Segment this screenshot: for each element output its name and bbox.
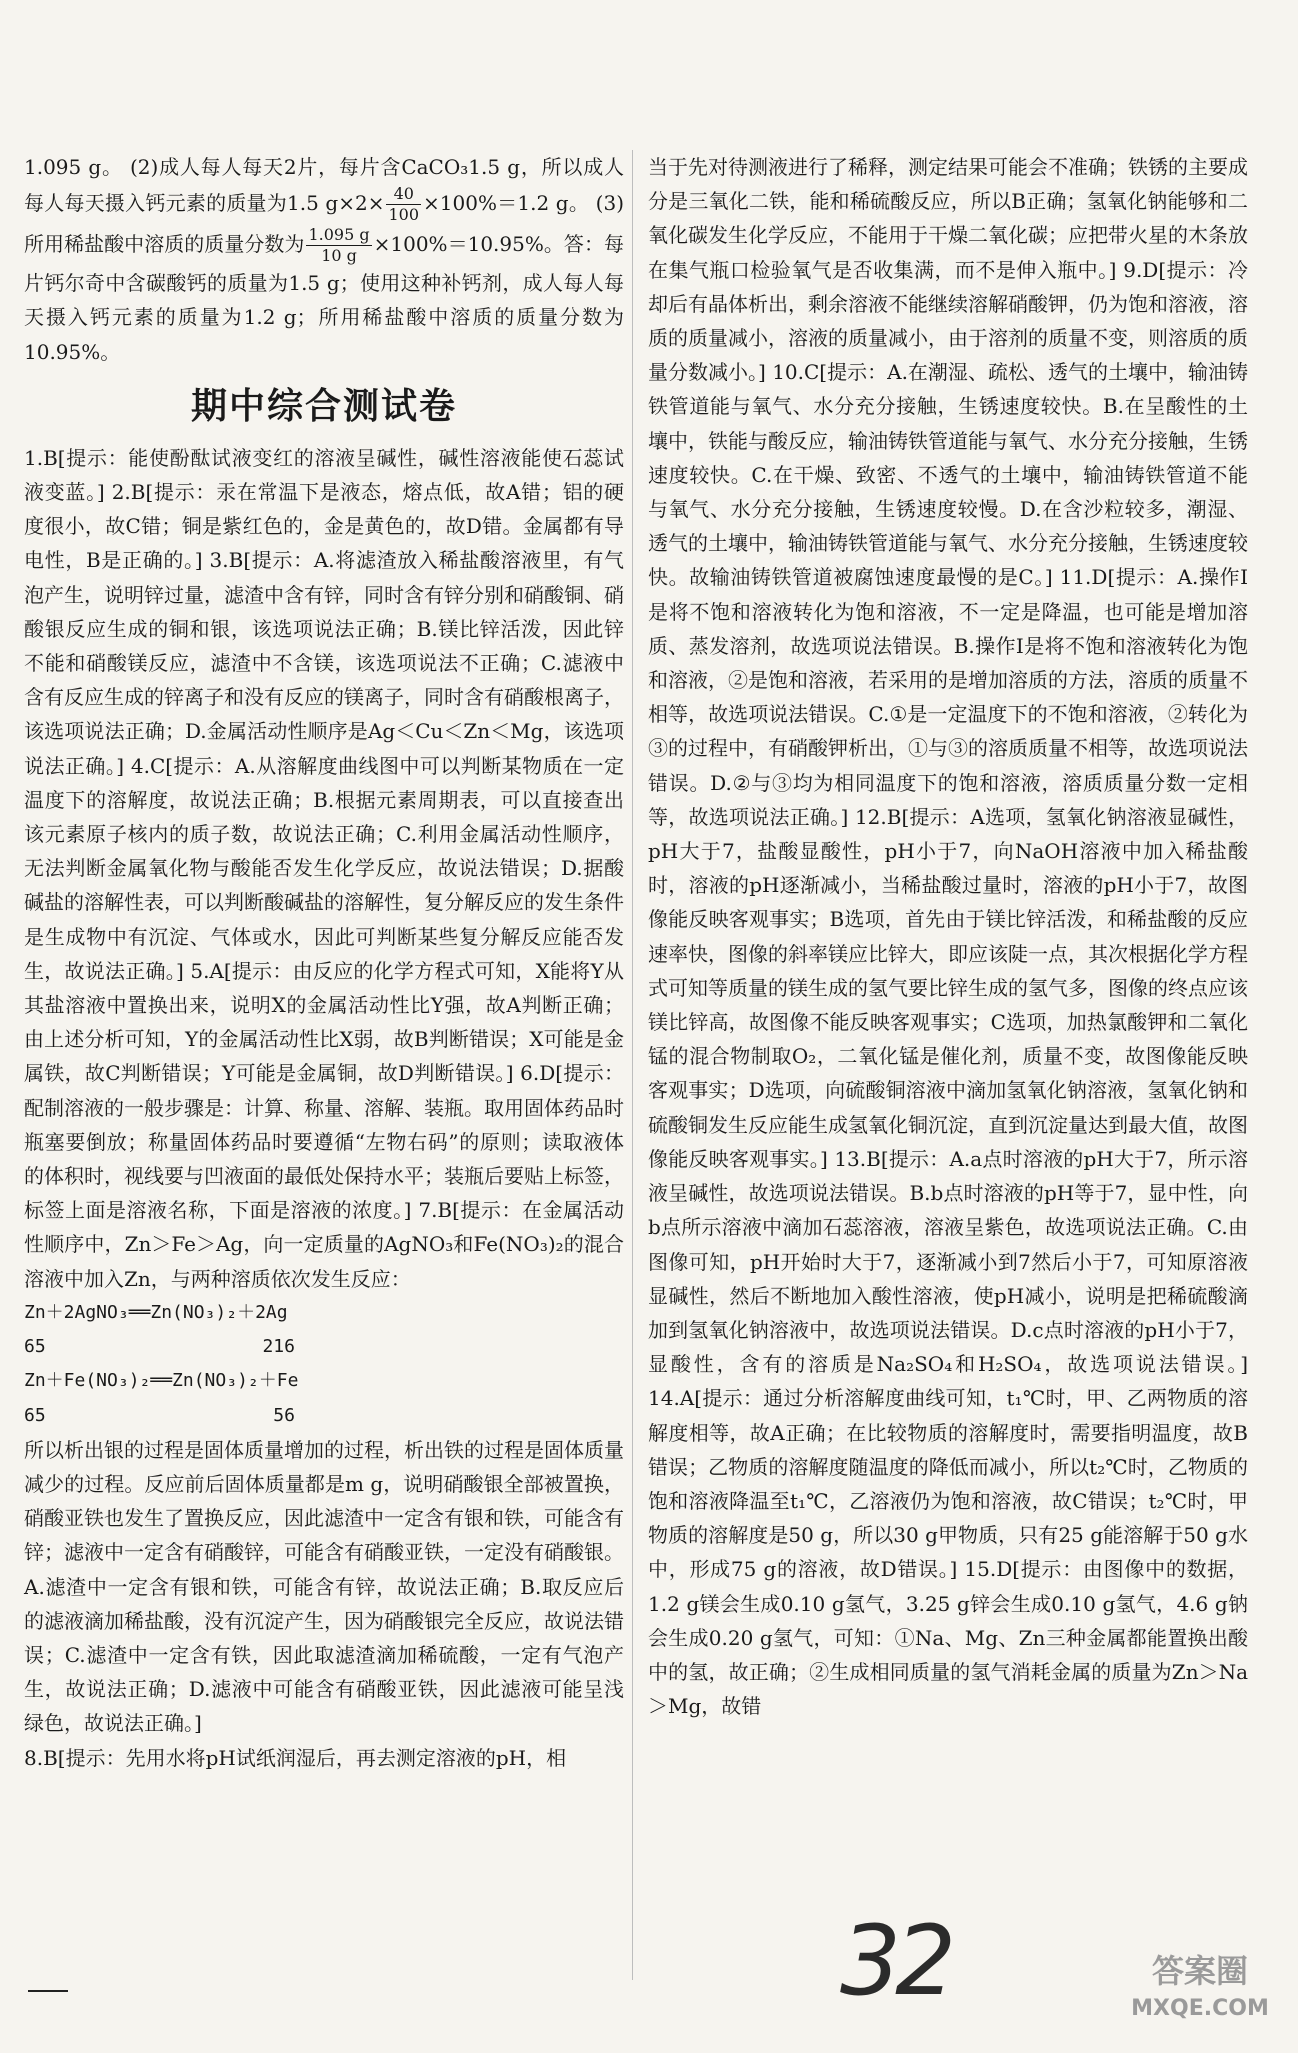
equation-1-masses <box>24 1330 624 1364</box>
answers-paragraph-1: 1.B[提示：能使酚酞试液变红的溶液呈碱性，碱性溶液能使石蕊试液变蓝。] 2.B[提示：汞在常温下是液态，熔点低，故A错；铝的硬度很小，故C错；铜是紫红色的，金是黄色的，故D错。金属都有导电性，B是正确的。] 3.B[提示：A.将滤渣放入稀盐酸溶液里，有气泡产生，说明锌过量，滤渣中含有锌，同时含有锌分别和硝酸铜、硝酸银反应生成的铜和银，该选项说法正确；B.镁比锌活泼，因此锌不能和硝酸镁反应，滤渣中不含镁，该选项说法不正确；C.滤液中含有反应生成的锌离子和没有反应的镁离子，同时含有硝酸根离子，该选项说法正确；D.金属活动性顺序是Ag＜Cu＜Zn＜Mg，该选项说法正确。] 4.C[提示：A.从溶解度曲线图中可以判断某物质在一定温度下的溶解度，故说法正确；B.根据元素周期表，可以直接查出该元素原子核内的质子数，故说法正确；C.利用金属活动性顺序，无法判断金属氧化物与酸能否发生化学反应，故说法错误；D.据酸碱盐的溶解性表，可以判断酸碱盐的溶解性，复分解反应的发生条件是生成物中有沉淀、气体或水，因此可判断某些复分解反应能否发生，故说法正确。] 5.A[提示：由反应的化学方程式可知，X能将Y从其盐溶液中置换出来，说明X的金属活动性比Y强，故A判断正确；由上述分析可知，Y的金属活动性比X弱，故B判断错误；X可能是金属铁，故C判断错误；Y可能是金属铜，故D判断错误。] 6.D[提示：配制溶液的一般步骤是：计算、称量、溶解、装瓶。取用固体药品时瓶塞要倒放；称量固体药品时要遵循“左物右码”的原则；读取液体的体积时，视线要与凹液面的最低处保持水平；装瓶后要贴上标签，标签上面是溶液名称，下面是溶液的浓度。] 7.B[提示：在金属活动性顺序中，Zn＞Fe＞Ag，向一定质量的AgNO₃和Fe(NO₃)₂的混合溶液中加入Zn，与两种溶质依次发生反应： <box>24 445 624 1291</box>
equation-2: Zn＋Fe(NO₃)₂══Zn(NO₃)₂＋Fe <box>24 1370 299 1392</box>
answers-paragraph-3: 8.B[提示：先用水将pH试纸润湿后，再去测定溶液的pH，相 <box>24 1745 567 1770</box>
fraction-ca-ratio <box>386 184 421 225</box>
intro-paragraph <box>24 150 624 369</box>
handwritten-page-number: 32 <box>840 1905 951 2017</box>
fraction-denominator: 100 <box>388 205 420 225</box>
site-watermark <box>1120 1948 1280 2048</box>
footer-rule <box>28 1990 68 1992</box>
watermark-logo-text: 答案圈 <box>1151 1952 1248 1990</box>
equation-2-masses <box>24 1399 624 1433</box>
answers-paragraph-2: 所以析出银的过程是固体质量增加的过程，析出铁的过程是固体质量减少的过程。反应前后固体质量都是m g，说明硝酸银全部被置换，硝酸亚铁也发生了置换反应，因此滤渣中一定含有银和铁，可能含有锌；滤液中一定含有硝酸锌，可能含有硝酸亚铁，一定没有硝酸银。A.滤渣中一定含有银和铁，可能含有锌，故说法正确；B.取反应后的滤液滴加稀盐酸，没有沉淀产生，因为硝酸银完全反应，故说法错误；C.滤渣中一定含有铁，因此取滤渣滴加稀硫酸，一定有气泡产生，故说法正确；D.滤液中可能含有硝酸亚铁，因此滤液可能呈浅绿色，故说法正确。] <box>24 1437 624 1736</box>
mass-value: 56 <box>273 1404 295 1426</box>
mass-value: 216 <box>262 1336 295 1358</box>
mass-value: 65 <box>24 1336 46 1358</box>
mass-value: 65 <box>24 1404 46 1426</box>
right-column <box>648 150 1248 1723</box>
intro-text-b: ×100%＝1.2 g。 (3)所用稀盐酸中溶质的质量分数为 <box>24 191 624 257</box>
column-divider <box>632 150 633 1980</box>
equation-1: Zn＋2AgNO₃══Zn(NO₃)₂＋2Ag <box>24 1301 288 1323</box>
section-title: 期中综合测试卷 <box>190 385 457 427</box>
intro-text-a: 1.095 g。 (2)成人每人每天2片，每片含CaCO₃1.5 g，所以成人每人每天摄入钙元素的质量为1.5 g×2× <box>24 155 624 216</box>
fraction-mass-ratio <box>306 225 371 266</box>
fraction-numerator: 40 <box>386 184 421 205</box>
fraction-denominator: 10 g <box>321 246 357 266</box>
left-column <box>24 150 624 1775</box>
fraction-numerator: 1.095 g <box>308 225 370 245</box>
answers-paragraph-right: 当于先对待测液进行了稀释，测定结果可能会不准确；铁锈的主要成分是三氧化二铁，能和稀硫酸反应，所以B正确；氢氧化钠能够和二氧化碳发生化学反应，不能用于干燥二氧化碳；应把带火星的木条放在集气瓶口检验氧气是否收集满，而不是伸入瓶中。] 9.D[提示：冷却后有晶体析出，剩余溶液不能继续溶解硝酸钾，仍为饱和溶液，溶质的质量减小，溶液的质量减小，由于溶剂的质量不变，则溶质的质量分数减小。] 10.C[提示：A.在潮湿、疏松、透气的土壤中，输油铸铁管道能与氧气、水分充分接触，生锈速度较快。B.在呈酸性的土壤中，铁能与酸反应，输油铸铁管道能与氧气、水分充分接触，生锈速度较快。C.在干燥、致密、不透气的土壤中，输油铸铁管道不能与氧气、水分充分接触，生锈速度较慢。D.在含沙粒较多，潮湿、透气的土壤中，输油铸铁管道能与氧气、水分充分接触，生锈速度较快。故输油铸铁管道被腐蚀速度最慢的是C。] 11.D[提示：A.操作Ⅰ是将不饱和溶液转化为饱和溶液，不一定是降温，也可能是增加溶质、蒸发溶剂，故选项说法错误。B.操作Ⅰ是将不饱和溶液转化为饱和溶液，②是饱和溶液，若采用的是增加溶质的方法，溶质的质量不相等，故选项说法错误。C.①是一定温度下的不饱和溶液，②转化为③的过程中，有硝酸钾析出，①与③的溶质质量不相等，故选项说法错误。D.②与③均为相同温度下的饱和溶液，溶质质量分数一定相等，故选项说法正确。] 12.B[提示：A选项，氢氧化钠溶液显碱性，pH大于7，盐酸显酸性，pH小于7，向NaOH溶液中加入稀盐酸时，溶液的pH逐渐减小，当稀盐酸过量时，溶液的pH小于7，故图像能反映客观事实；B选项，首先由于镁比锌活泼，和稀盐酸的反应速率快，图像的斜率镁应比锌大，即应该陡一点，其次根据化学方程式可知等质量的镁生成的氢气要比锌生成的氢气多，图像的终点应该镁比锌高，故图像不能反映客观事实；C选项，加热氯酸钾和二氧化锰的混合物制取O₂，二氧化锰是催化剂，质量不变，故图像能反映客观事实；D选项，向硫酸铜溶液中滴加氢氧化钠溶液，氢氧化钠和硫酸铜发生反应能生成氢氧化铜沉淀，直到沉淀量达到最大值，故图像能反映客观事实。] 13.B[提示：A.a点时溶液的pH大于7，所示溶液呈碱性，故选项说法错误。B.b点时溶液的pH等于7，显中性，向b点所示溶液中滴加石蕊溶液，溶液呈紫色，故选项说法正确。C.由图像可知，pH开始时大于7，逐渐减小到7然后小于7，可知原溶液显碱性，然后不断地加入酸性溶液，使pH减小，说明是把稀硫酸滴加到氢氧化钠溶液中，故选项说法错误。D.c点时溶液的pH小于7，显酸性，含有的溶质是Na₂SO₄和H₂SO₄，故选项说法错误。] 14.A[提示：通过分析溶解度曲线可知，t₁℃时，甲、乙两物质的溶解度相等，故A正确；在比较物质的溶解度时，需要指明温度，故B错误；乙物质的溶解度随温度的降低而减小，所以t₂℃时，乙物质的饱和溶液降温至t₁℃，乙溶液仍为饱和溶液，故C错误；t₂℃时，甲物质的溶解度是50 g，所以30 g甲物质，只有25 g能溶解于50 g水中，形成75 g的溶液，故D错误。] 15.D[提示：由图像中的数据，1.2 g镁会生成0.10 g氢气，3.25 g锌会生成0.10 g氢气，4.6 g钠会生成0.20 g氢气，可知：①Na、Mg、Zn三种金属都能置换出酸中的氢，故正确；②生成相同质量的氢气消耗金属的质量为Zn＞Na＞Mg，故错 <box>648 155 1248 1719</box>
intro-text-c: ×100%＝10.95%。答：每片钙尔奇中含碳酸钙的质量为1.5 g；使用这种补钙剂，成人每人每天摄入钙元素的质量为1.2 g；所用稀盐酸中溶质的质量分数为10.95%。 <box>24 232 625 364</box>
watermark-url: MXQE.COM <box>1131 1996 1269 2021</box>
